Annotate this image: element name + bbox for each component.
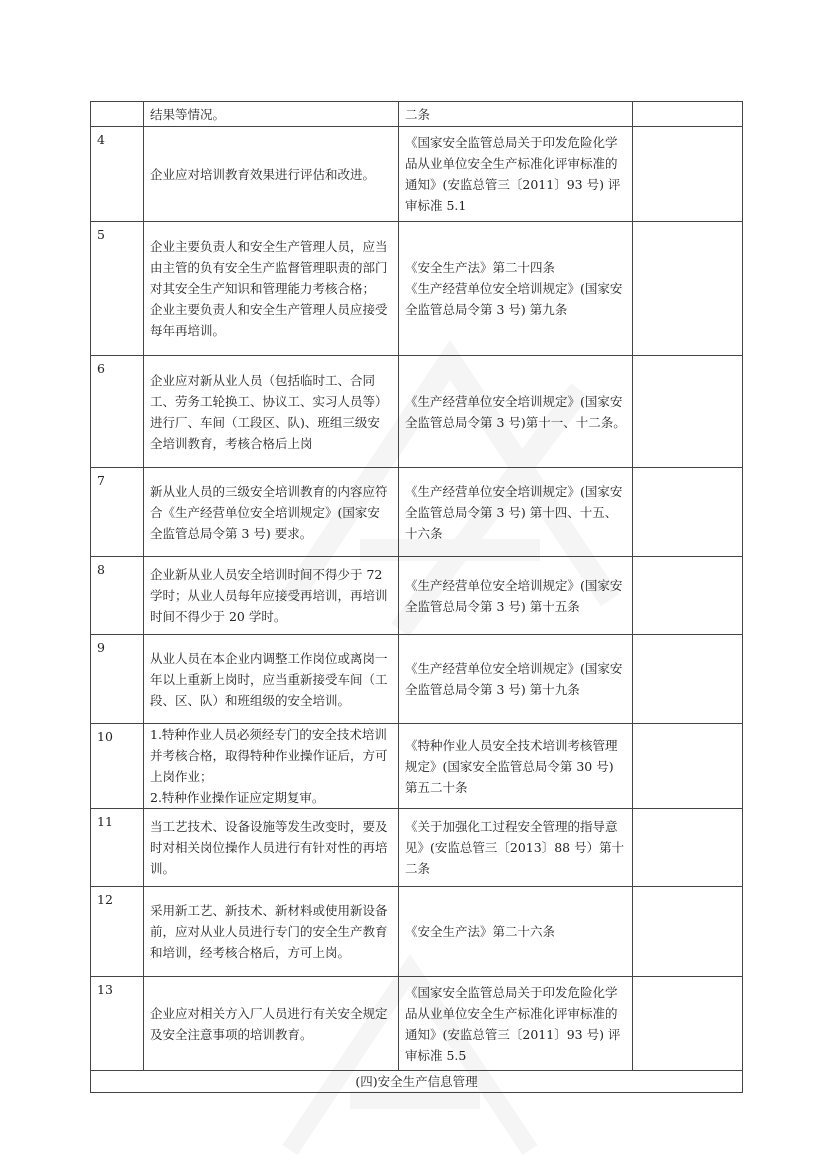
table-row <box>91 356 743 468</box>
requirement-cell: 企业主要负责人和安全生产管理人员，应当由主管的负有安全生产监督管理职责的部门对其安全生产知识和管理能力考核合格； 企业主要负责人和安全生产管理人员应接受每年再培训。 <box>144 222 399 356</box>
row-number: 9 <box>91 635 144 724</box>
table-row <box>91 557 743 635</box>
remarks-cell <box>633 809 743 887</box>
remarks-cell <box>633 887 743 977</box>
legal-basis-cell: 《生产经营单位安全培训规定》(国家安全监管总局令第 3 号)第十一、十二条。 <box>399 356 633 468</box>
requirement-cell: 企业应对培训教育效果进行评估和改进。 <box>144 127 399 222</box>
regulation-table <box>90 101 743 1093</box>
table-row <box>91 222 743 356</box>
legal-basis-cell: 《国家安全监管总局关于印发危险化学品从业单位安全生产标准化评审标准的通知》(安监总管三〔2011〕93 号) 评审标准 5.5 <box>399 977 633 1071</box>
legal-basis-cell: 《生产经营单位安全培训规定》(国家安全监管总局令第 3 号) 第十九条 <box>399 635 633 724</box>
remarks-cell <box>633 977 743 1071</box>
row-number: 10 <box>91 724 144 809</box>
table-row <box>91 887 743 977</box>
remarks-cell <box>633 724 743 809</box>
legal-basis-cell: 《生产经营单位安全培训规定》(国家安全监管总局令第 3 号) 第十四、十五、十六条 <box>399 468 633 557</box>
remarks-cell <box>633 356 743 468</box>
row-number: 8 <box>91 557 144 635</box>
legal-basis-cell: 《国家安全监管总局关于印发危险化学品从业单位安全生产标准化评审标准的通知》(安监总管三〔2011〕93 号) 评审标准 5.1 <box>399 127 633 222</box>
row-number: 12 <box>91 887 144 977</box>
row-number: 13 <box>91 977 144 1071</box>
table-row <box>91 127 743 222</box>
requirement-cell: 企业应对相关方入厂人员进行有关安全规定及安全注意事项的培训教育。 <box>144 977 399 1071</box>
row-number: 7 <box>91 468 144 557</box>
legal-basis-cell: 《安全生产法》第二十六条 <box>399 887 633 977</box>
requirement-cell: 1.特种作业人员必须经专门的安全技术培训并考核合格，取得特种作业操作证后，方可上岗作业； 2.特种作业操作证应定期复审。 <box>144 724 399 809</box>
row-number: 11 <box>91 809 144 887</box>
legal-basis-cell: 二条 <box>399 102 633 127</box>
legal-basis-cell: 《生产经营单位安全培训规定》(国家安全监管总局令第 3 号) 第十五条 <box>399 557 633 635</box>
requirement-cell: 从业人员在本企业内调整工作岗位或离岗一年以上重新上岗时，应当重新接受车间（工段、区、队）和班组级的安全培训。 <box>144 635 399 724</box>
requirement-cell: 企业新从业人员安全培训时间不得少于 72 学时；从业人员每年应接受再培训，再培训时间不得少于 20 学时。 <box>144 557 399 635</box>
remarks-cell <box>633 127 743 222</box>
table-row <box>91 102 743 127</box>
remarks-cell <box>633 468 743 557</box>
requirement-cell: 当工艺技术、设备设施等发生改变时，要及时对相关岗位操作人员进行有针对性的再培训。 <box>144 809 399 887</box>
row-number: 4 <box>91 127 144 222</box>
remarks-cell <box>633 222 743 356</box>
row-number: 6 <box>91 356 144 468</box>
legal-basis-cell: 《关于加强化工过程安全管理的指导意见》(安监总管三〔2013〕88 号）第十二条 <box>399 809 633 887</box>
row-number: 5 <box>91 222 144 356</box>
requirement-cell: 采用新工艺、新技术、新材料或使用新设备前，应对从业人员进行专门的安全生产教育和培训，经考核合格后，方可上岗。 <box>144 887 399 977</box>
table-row <box>91 809 743 887</box>
table-row <box>91 724 743 809</box>
legal-basis-cell: 《特种作业人员安全技术培训考核管理规定》(国家安全监管总局令第 30 号)第五二十条 <box>399 724 633 809</box>
table-body <box>91 102 743 1071</box>
section-row <box>91 1071 743 1093</box>
remarks-cell <box>633 102 743 127</box>
table-row <box>91 977 743 1071</box>
legal-basis-cell: 《安全生产法》第二十四条 《生产经营单位安全培训规定》(国家安全监管总局令第 3 号) 第九条 <box>399 222 633 356</box>
requirement-cell: 新从业人员的三级安全培训教育的内容应符合《生产经营单位安全培训规定》(国家安全监管总局令第 3 号) 要求。 <box>144 468 399 557</box>
requirement-cell: 结果等情况。 <box>144 102 399 127</box>
remarks-cell <box>633 635 743 724</box>
table-row <box>91 468 743 557</box>
row-number <box>91 102 144 127</box>
remarks-cell <box>633 557 743 635</box>
table-row <box>91 635 743 724</box>
section-title: (四)安全生产信息管理 <box>91 1071 743 1093</box>
requirement-cell: 企业应对新从业人员（包括临时工、合同工、劳务工轮换工、协议工、实习人员等）进行厂、车间（工段区、队)、班组三级安全培训教育，考核合格后上岗 <box>144 356 399 468</box>
